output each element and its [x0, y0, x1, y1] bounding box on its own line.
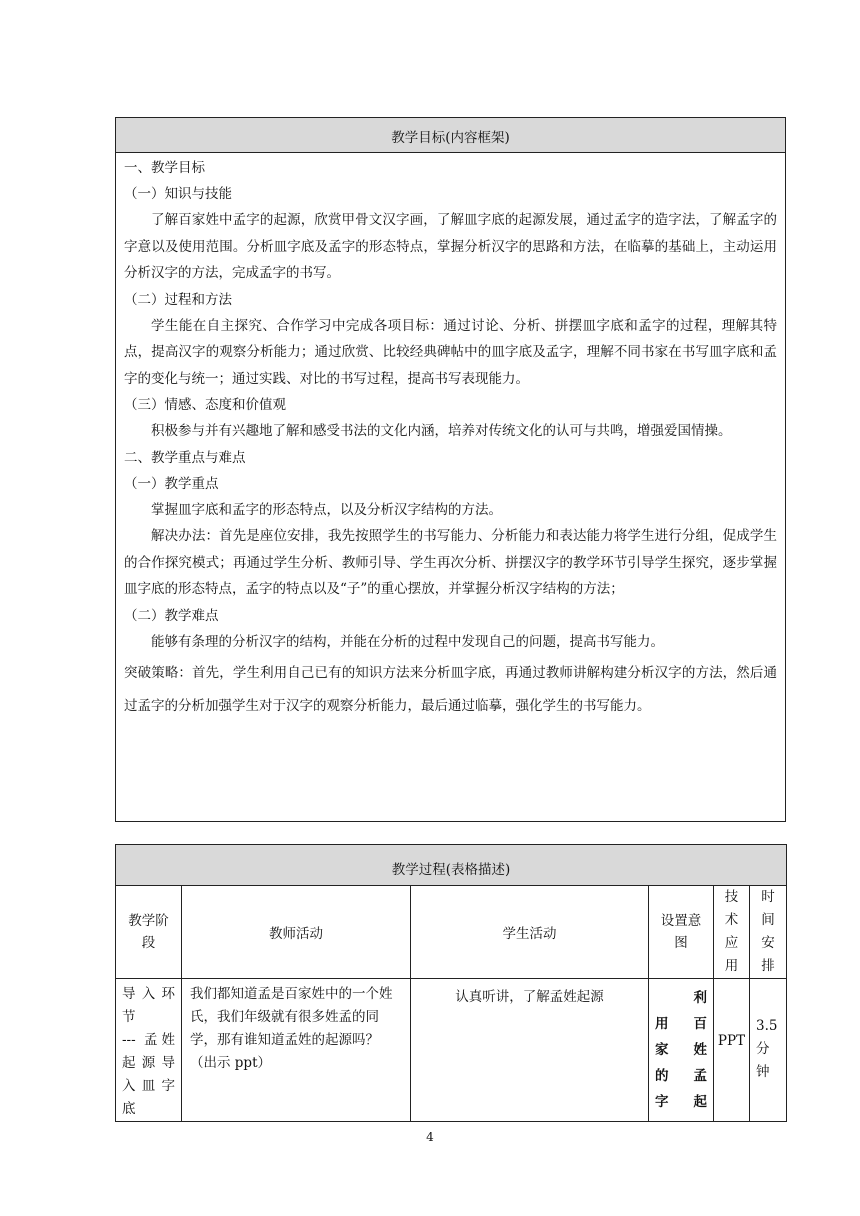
cell-stage: 导入环节 --- 孟姓起源导入皿字底 [116, 979, 182, 1122]
objective-heading: （一）知识与技能 [124, 186, 232, 202]
process-box [115, 844, 786, 1122]
objective-heading: （三）情感、态度和价值观 [124, 397, 286, 413]
cell-student: 认真听讲，了解孟姓起源 [411, 979, 649, 1122]
teacher-note: （出示 ppt） [190, 1055, 271, 1071]
col-teacher: 教师活动 [182, 886, 411, 979]
objective-heading: 一、教学目标 [124, 160, 205, 176]
table-header-row [116, 886, 787, 979]
cell-tech: PPT [714, 979, 750, 1122]
objective-paragraph: 掌握皿字底和孟字的形态特点，以及分析汉字结构的方法。 [151, 501, 502, 518]
objectives-box [115, 117, 786, 822]
objective-heading: （二）教学难点 [124, 607, 219, 624]
page-number: 4 [426, 1130, 434, 1144]
objective-heading: 二、教学重点与难点 [124, 449, 246, 466]
objective-paragraph: 学生能在自主探究、合作学习中完成各项目标：通过讨论、分析、拼摆皿字底和孟字的过程，理解其特点，提高汉字的观察分析能力；通过欣赏、比较经典碑帖中的皿字底及孟字，理解不同书家在书写皿字底和孟字的变化与统一；通过实践、对比的书写过程，提高书写表现能力。 [124, 317, 777, 387]
table-row [116, 979, 787, 1122]
objective-paragraph: 解决办法：首先是座位安排，我先按照学生的书写能力、分析能力和表达能力将学生进行分组，促成学生的合作探究模式；再通过学生分析、教师引导、学生再次分析、拼摆汉字的教学环节引导学生探究，逐步掌握皿字底的形态特点，孟字的特点以及“子”的重心摆放，并掌握分析汉字结构的方法； [124, 528, 777, 597]
objective-paragraph: 突破策略：首先，学生利用自己已有的知识方法来分析皿字底，再通过教师讲解构建分析汉字的方法，然后通过孟字的分析加强学生对于汉字的观察分析能力，最后通过临摹，强化学生的书写能力。 [124, 665, 777, 714]
objective-heading: （二）过程和方法 [124, 291, 232, 308]
objectives-header: 教学目标(内容框架) [116, 118, 785, 153]
col-tech: 技 术 应 用 [714, 886, 750, 979]
col-student: 学生活动 [411, 886, 649, 979]
objective-paragraph: 能够有条理的分析汉字的结构，并能在分析的过程中发现自己的问题，提高书写能力。 [151, 633, 664, 650]
col-time: 时 间 安 排 [750, 886, 787, 979]
cell-time: 3.5 分 钟 [750, 979, 787, 1122]
objectives-content [116, 153, 785, 723]
process-header: 教学过程(表格描述) [116, 845, 787, 886]
teacher-activity: 我们都知道孟是百家姓中的一个姓氏，我们年级就有很多姓孟的同学，那有谁知道孟姓的起源吗？ [190, 986, 393, 1048]
process-table [115, 844, 787, 1122]
cell-teacher [182, 979, 411, 1122]
col-stage: 教学阶 段 [116, 886, 182, 979]
cell-intent: 利 用 百 家 姓 的 孟 字 起 [649, 979, 714, 1122]
objective-paragraph: 积极参与并有兴趣地了解和感受书法的文化内涵，培养对传统文化的认可与共鸣，增强爱国情操。 [151, 423, 732, 439]
objective-heading: （一）教学重点 [124, 475, 219, 492]
col-intent: 设置意 图 [649, 886, 714, 979]
objective-paragraph: 了解百家姓中孟字的起源，欣赏甲骨文汉字画，了解皿字底的起源发展，通过孟字的造字法，了解孟字的字意以及使用范围。分析皿字底及孟字的形态特点，掌握分析汉字的思路和方法，在临摹的基础上，主动运用分析汉字的方法，完成孟字的书写。 [124, 212, 777, 281]
